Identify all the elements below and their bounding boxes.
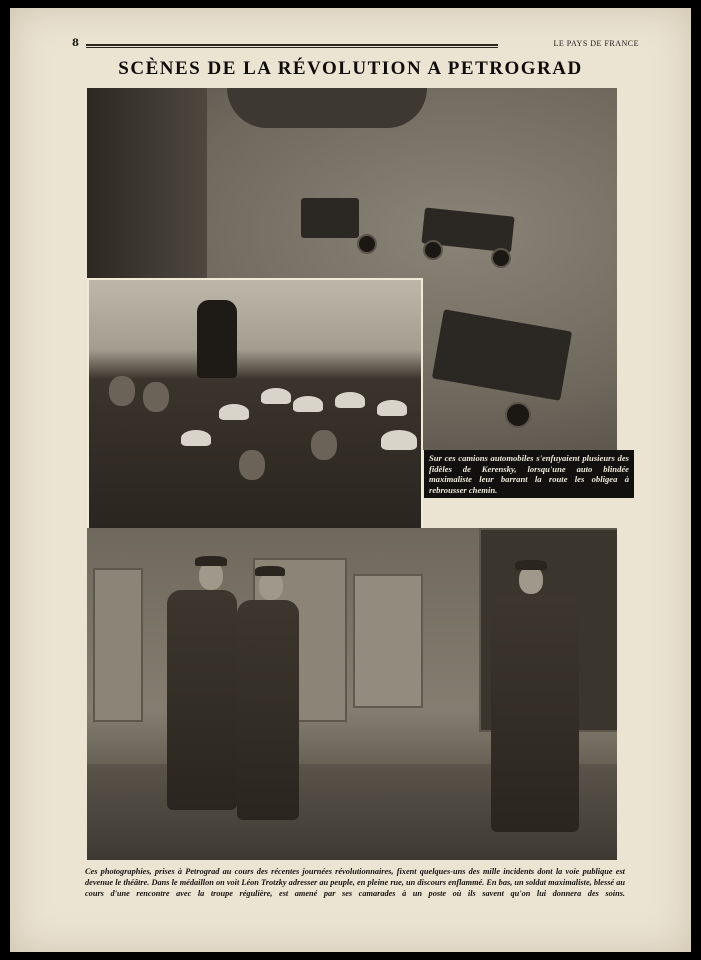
soldiers-photo	[87, 528, 617, 860]
crowd-head	[239, 450, 265, 480]
soldier-head	[519, 566, 543, 594]
crowd-cap	[293, 396, 323, 412]
door	[353, 574, 423, 708]
crowd-head	[311, 430, 337, 460]
arch-structure	[227, 88, 427, 128]
bottom-caption: Ces photographies, prises à Petrograd au cours des récentes journées révolutionnaires, fixent quelques-uns des mille incidents dont la voie publique est devenue le théâtre. Dans le médaillon on voit Léon Trotzky adresser au peuple, en pleine rue, un discours enflammé. En bas, un soldat maximaliste, blessé au cours d'une rencontre avec la troupe régulière, est amené par ses camarades à un poste où ils savent qu'on lui donnera des soins.	[85, 867, 625, 898]
soldier-head	[259, 572, 283, 600]
truck	[301, 198, 359, 238]
trotsky-speech-photo	[87, 278, 423, 530]
trucks-caption: Sur ces camions automobiles s'enfuyaient plusieurs des fidèles de Kerensky, lorsqu'une auto blindée maximaliste leur barrant la route les obligea à rebrousser chemin.	[424, 450, 634, 498]
crowd-cap	[377, 400, 407, 416]
bicycle-wheel	[357, 234, 377, 254]
speaker-figure	[197, 300, 237, 378]
header-rule	[86, 44, 498, 48]
crowd-cap	[335, 392, 365, 408]
page-header	[72, 38, 639, 52]
truck-wheel	[491, 248, 511, 268]
building-facade	[87, 88, 207, 288]
page-number: 8	[72, 38, 79, 49]
soldier-cap	[255, 566, 285, 576]
magazine-title: LE PAYS DE FRANCE	[553, 39, 639, 48]
crowd-cap	[261, 388, 291, 404]
wall-panel	[93, 568, 143, 722]
soldier-head	[199, 562, 223, 590]
page-title: SCÈNES DE LA RÉVOLUTION A PETROGRAD	[118, 58, 583, 79]
crowd-cap	[181, 430, 211, 446]
truck-wheel	[423, 240, 443, 260]
soldier-right	[491, 594, 579, 832]
crowd-head	[109, 376, 135, 406]
truck-wheel	[505, 402, 531, 428]
soldier-cap	[515, 560, 547, 570]
crowd-cap	[219, 404, 249, 420]
armored-truck	[432, 309, 572, 401]
crowd-cap	[381, 430, 417, 450]
wounded-soldier	[237, 600, 299, 820]
soldier-left	[167, 590, 237, 810]
magazine-page	[10, 8, 691, 952]
crowd-head	[143, 382, 169, 412]
soldier-cap	[195, 556, 227, 566]
